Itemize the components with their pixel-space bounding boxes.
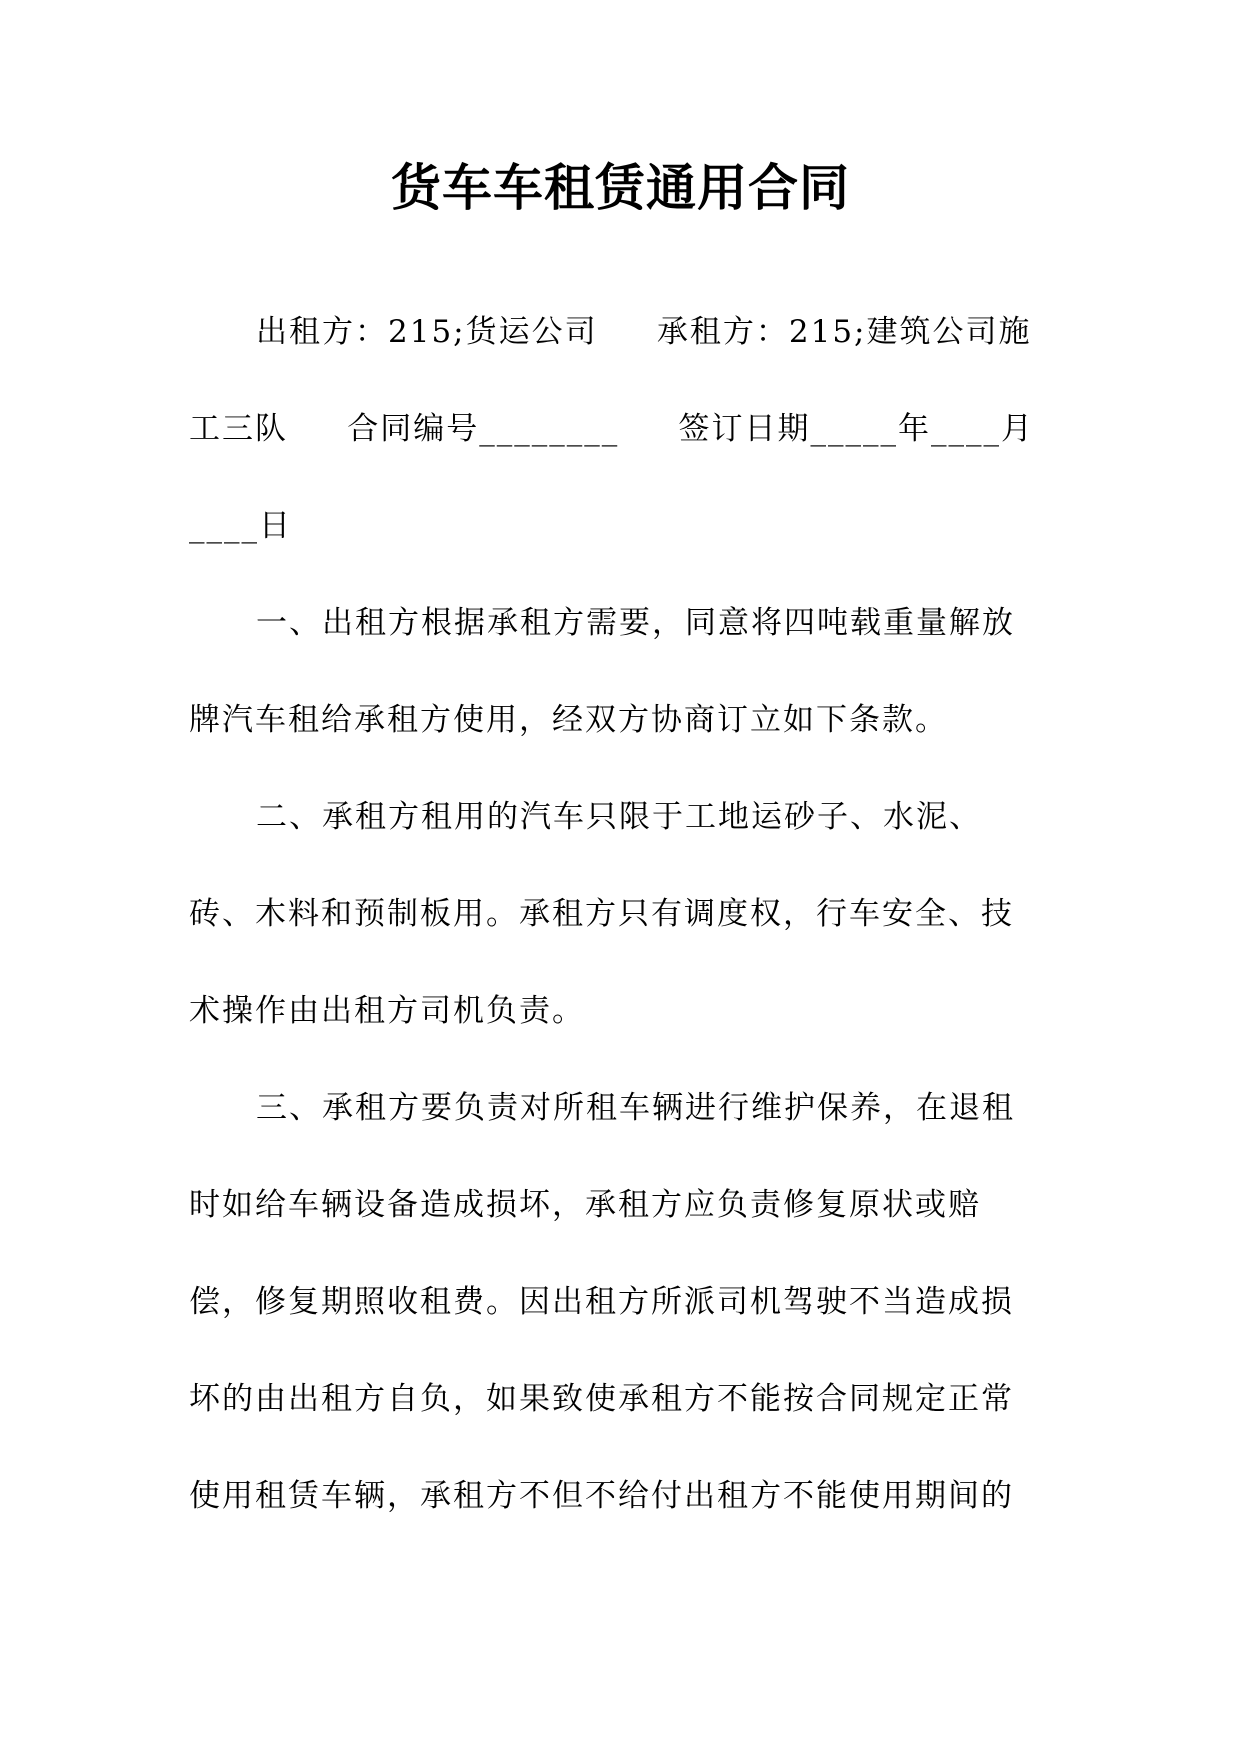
contract-info-line: 工三队 合同编号________ 签订日期_____年____月: [189, 411, 1035, 447]
clause-3-line-2: 时如给车辆设备造成损坏，承租方应负责修复原状或赔: [189, 1187, 981, 1223]
clause-3-line-3: 偿，修复期照收租费。因出租方所派司机驾驶不当造成损: [189, 1284, 1014, 1320]
clause-2-line-1: 二、承租方租用的汽车只限于工地运砂子、水泥、: [256, 799, 982, 835]
signing-date-line: ____日: [189, 508, 292, 544]
clause-2-line-3: 术操作由出租方司机负责。: [189, 993, 585, 1029]
parties-line: 出租方：215;货运公司 承租方：215;建筑公司施: [256, 314, 1032, 350]
clause-3-line-1: 三、承租方要负责对所租车辆进行维护保养，在退租: [256, 1090, 1015, 1126]
clause-3-line-4: 坏的由出租方自负，如果致使承租方不能按合同规定正常: [189, 1381, 1014, 1417]
clause-3-line-5: 使用租赁车辆，承租方不但不给付出租方不能使用期间的: [189, 1478, 1014, 1514]
clause-1-line-1: 一、出租方根据承租方需要，同意将四吨载重量解放: [256, 605, 1015, 641]
clause-1-line-2: 牌汽车租给承租方使用，经双方协商订立如下条款。: [189, 702, 948, 738]
document-title: 货车车租赁通用合同: [391, 159, 850, 217]
clause-2-line-2: 砖、木料和预制板用。承租方只有调度权，行车安全、技: [189, 896, 1014, 932]
